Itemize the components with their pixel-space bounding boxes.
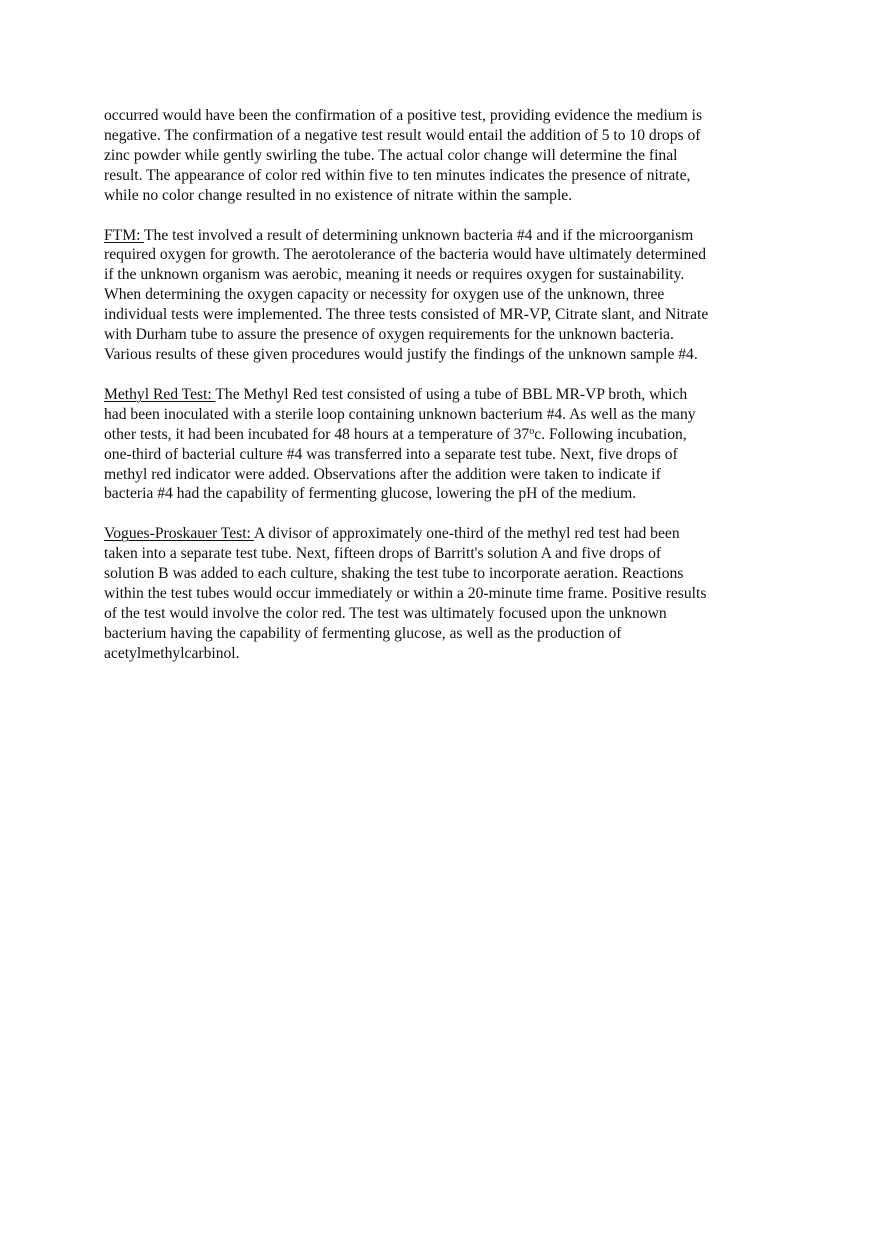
methyl-red-paragraph [104, 385, 780, 504]
text-line: methyl red indicator were added. Observations after the addition were taken to indicate if [104, 465, 661, 483]
document-body [104, 106, 780, 684]
text-line: When determining the oxygen capacity or necessity for oxygen use of the unknown, three [104, 286, 665, 304]
vogues-proskauer-paragraph [104, 524, 780, 663]
text-line: occurred would have been the confirmation of a positive test, providing evidence the medium is [104, 107, 703, 124]
text-line: bacterium having the capability of fermenting glucose, as well as the production of [104, 624, 622, 642]
text-line [104, 226, 780, 246]
text-line: had been inoculated with a sterile loop containing unknown bacterium #4. As well as the many [104, 405, 696, 423]
text-line: result. The appearance of color red within five to ten minutes indicates the presence of nitrate, [104, 166, 691, 184]
text-line: within the test tubes would occur immediately or within a 20-minute time frame. Positive results [104, 585, 707, 603]
text-line: one-third of bacterial culture #4 was transferred into a separate test tube. Next, five drops of [104, 445, 678, 463]
text-line: required oxygen for growth. The aerotolerance of the bacteria would have ultimately determined [104, 246, 706, 264]
text-run: c. Following incubation, [534, 425, 687, 443]
text-line [104, 425, 780, 445]
text-line [104, 385, 780, 405]
text-run: The test involved a result of determining unknown bacteria #4 and if the microorganism [144, 226, 694, 244]
text-line: while no color change resulted in no existence of nitrate within the sample. [104, 186, 573, 204]
text-line: with Durham tube to assure the presence of oxygen requirements for the unknown bacteria. [104, 326, 674, 344]
text-run: A divisor of approximately one-third of the methyl red test had been [253, 525, 680, 543]
text-line: zinc powder while gently swirling the tube. The actual color change will determine the final [104, 146, 678, 164]
ftm-heading: FTM: [104, 226, 145, 244]
text-line: individual tests were implemented. The three tests consisted of MR-VP, Citrate slant, and Nitrate [104, 306, 709, 324]
text-line: taken into a separate test tube. Next, fifteen drops of Barritt's solution A and five drops of [104, 545, 662, 563]
vogues-proskauer-heading: Vogues-Proskauer Test: [104, 525, 254, 543]
text-line: acetylmethylcarbinol. [104, 644, 240, 662]
text-line: negative. The confirmation of a negative test result would entail the addition of 5 to 10 drops of [104, 126, 701, 144]
text-line: solution B was added to each culture, shaking the test tube to incorporate aeration. Reactions [104, 565, 684, 583]
ftm-paragraph [104, 226, 780, 365]
text-line [104, 524, 780, 544]
degree-superscript: o [529, 425, 535, 437]
text-line: bacteria #4 had the capability of fermenting glucose, lowering the pH of the medium. [104, 485, 637, 503]
text-run: other tests, it had been incubated for 48 hours at a temperature of 37 [104, 425, 530, 443]
text-run: The Methyl Red test consisted of using a tube of BBL MR-VP broth, which [215, 385, 688, 403]
methyl-red-heading: Methyl Red Test: [104, 385, 216, 403]
nitrate-test-paragraph [104, 106, 780, 206]
text-line: of the test would involve the color red. The test was ultimately focused upon the unknown [104, 604, 667, 622]
text-line: if the unknown organism was aerobic, meaning it needs or requires oxygen for sustainability. [104, 266, 685, 284]
text-line: Various results of these given procedures would justify the findings of the unknown sample #4. [104, 345, 698, 363]
